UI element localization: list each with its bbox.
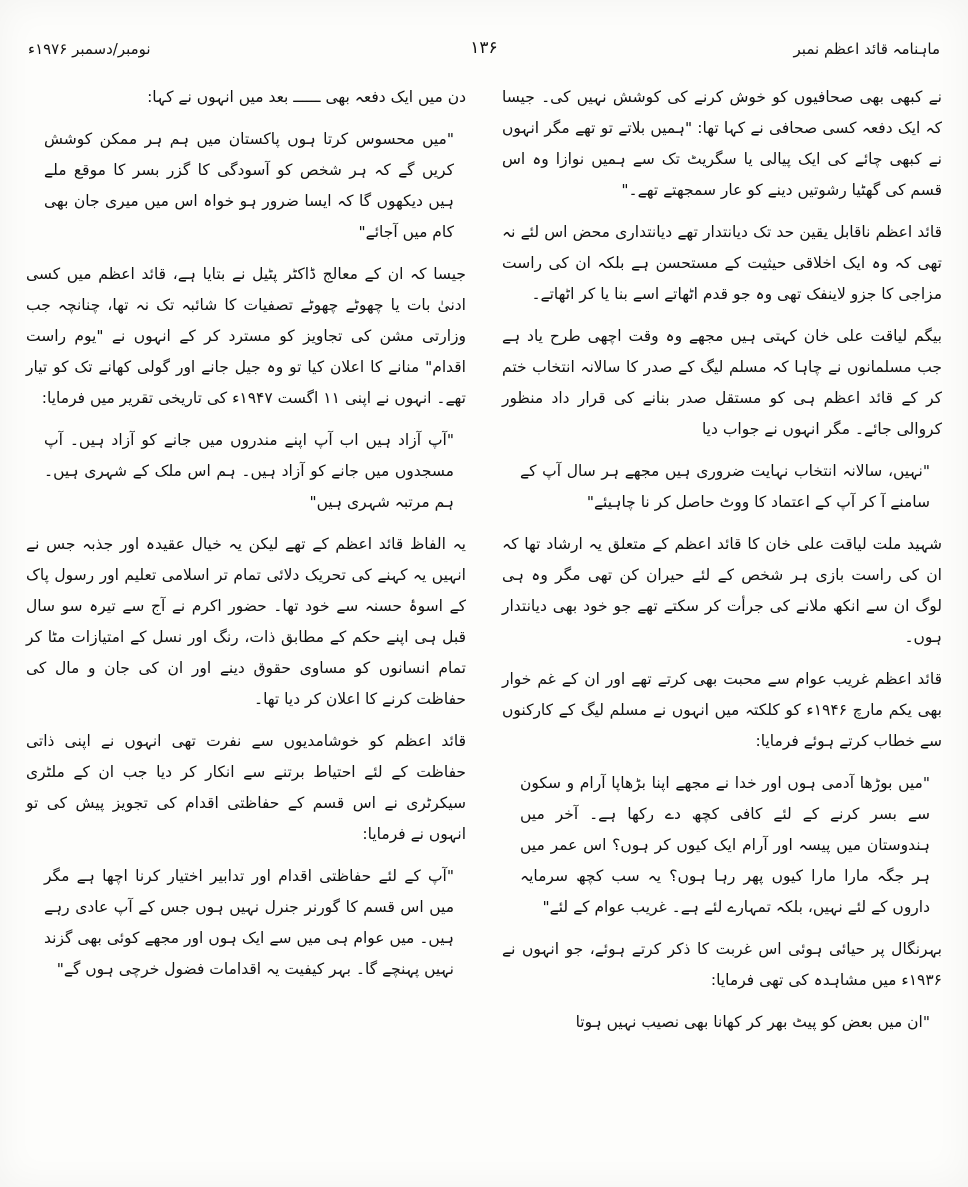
- paragraph: شہید ملت لیاقت علی خان کا قائد اعظم کے متعلق یہ ارشاد تھا کہ ان کی راست بازی ہر شخص کے لئے حیران کن تھی مگر وہ ہی لوگ ان سے انکھ ملانے کی جرأت کر سکتے تھے جو خود بھی دیانتدار ہوں۔: [502, 535, 942, 646]
- paragraph: نے کبھی بھی صحافیوں کو خوش کرنے کی کوشش نہیں کی۔ جیسا کہ ایک دفعہ کسی صحافی نے کہا تھا: "ہمیں بلاتے تو تھے مگر انہوں نے کبھی چائے کی ایک پیالی یا سگریٹ تک سے ہمیں نوازا وہ اس قسم کی گھٹیا رشوتیں دینے کو عار سمجھتے تھے۔": [502, 88, 942, 199]
- paragraph: بیگم لیاقت علی خان کہتی ہیں مجھے وہ وقت اچھی طرح یاد ہے جب مسلمانوں نے چاہا کہ مسلم لیگ کے صدر کا سالانہ انتخاب ختم کر کے قائد اعظم ہی کو مستقل صدر بنانے کی قرار داد منظور کروالی جائے۔ مگر انہوں نے جواب دیا: [502, 327, 942, 438]
- quote-paragraph: "میں بوڑھا آدمی ہوں اور خدا نے مجھے اپنا بڑھاپا آرام و سکون سے بسر کرنے کے لئے کافی کچھ دے رکھا ہے۔ آخر میں ہندوستان میں پیسہ اور آرام ایک کیوں کر ہوں؟ اس عمر میں ہر جگہ مارا مارا کیوں پھر رہا ہوں؟ یہ سب کچھ سرمایہ داروں کے لئے نہیں، بلکہ تمہارے لئے ہے۔ غریب عوام کے لئے": [520, 774, 930, 916]
- header-left-issue: نومبر/دسمبر ۱۹۷۶ء: [28, 40, 151, 58]
- quote-paragraph: "آپ کے لئے حفاظتی اقدام اور تدابیر اختیار کرنا اچھا ہے مگر میں اس قسم کا گورنر جنرل نہیں ہوں جس کے آپ عادی رہے ہیں۔ میں عوام ہی میں سے ایک ہوں اور مجھے کوئی بھی گزند نہیں پہنچے گا۔ بہر کیفیت یہ اقدامات فضول خرچی ہوں گے": [44, 867, 454, 978]
- page-body: [26, 82, 942, 1162]
- paragraph: قائد اعظم ناقابل یقین حد تک دیانتدار تھے دیانتداری محض اس لئے نہ تھی کہ وہ ایک اخلاقی حیثیت کے مستحسن ہے بلکہ ان کی راست مزاجی کا جزو لاینفک تھی وہ جو قدم اٹھاتے اسے بنا یا کر اٹھاتے۔: [502, 223, 942, 303]
- paragraph: یہ الفاظ قائد اعظم کے تھے لیکن یہ خیال عقیدہ اور جذبہ جس نے انہیں یہ کہنے کی تحریک دلائی تمام تر اسلامی تعلیم اور رسول پاک کے اسوۂ حسنہ سے خود تھا۔ حضور اکرم نے آج سے تیرہ سو سال قبل ہی اپنے حکم کے مطابق ذات، رنگ اور نسل کے امتیازات مٹا کر تمام انسانوں کو مساوی حقوق دینے اور ان کی جان و مال کی حفاظت کرنے کا اعلان کر دیا تھا۔: [26, 535, 466, 708]
- paragraph: قائد اعظم کو خوشامدیوں سے نفرت تھی انہوں نے اپنی ذاتی حفاظت کے لئے احتیاط برتنے سے انکار کر دیا جب ان کے ملٹری سیکرٹری نے اس قسم کے حفاظتی اقدام کی تجویز پیش کی تو انہوں نے فرمایا:: [26, 732, 466, 843]
- page-header: [28, 38, 940, 68]
- quote-paragraph: "آپ آزاد ہیں اب آپ اپنے مندروں میں جانے کو آزاد ہیں۔ آپ مسجدوں میں جانے کو آزاد ہیں۔ ہم اس ملک کے شہری ہیں۔ ہم مرتبہ شہری ہیں": [44, 431, 454, 511]
- paragraph: قائد اعظم غریب عوام سے محبت بھی کرتے تھے اور ان کے غم خوار بھی یکم مارچ ۱۹۴۶ء کو کلکتہ میں انہوں نے مسلم لیگ کے کارکنوں سے خطاب کرتے ہوئے فرمایا:: [502, 670, 942, 750]
- paragraph: دن میں ایک دفعہ بھی ــــــ بعد میں انہوں نے کہا:: [147, 88, 466, 106]
- quote-paragraph: "میں محسوس کرتا ہوں پاکستان میں ہم ہر ممکن کوشش کریں گے کہ ہر شخص کو آسودگی کا گزر بسر کا موقع ملے ہیں دیکھوں گا کہ ایسا ضرور ہو خواہ اس میں میری جان بھی کام میں آجائے": [44, 130, 454, 241]
- column-left: [26, 82, 466, 1162]
- column-right: [502, 82, 942, 1162]
- page-number: ۱۳۶: [470, 38, 498, 58]
- quote-paragraph: "نہیں، سالانہ انتخاب نہایت ضروری ہیں مجھے ہر سال آپ کے سامنے آ کر آپ کے اعتماد کا ووٹ حاصل کر نا چاہیئے": [520, 462, 930, 511]
- paragraph: جیسا کہ ان کے معالج ڈاکٹر پٹیل نے بتایا ہے، قائد اعظم میں کسی ادنیٰ بات یا چھوٹے چھوٹے تصفیات کا شائبہ تک نہ تھا، چنانچہ جب وزارتی مشن کی تجاویز کو مسترد کر کے انہوں نے "یوم راست اقدام" منانے کا اعلان کیا تو وہ جیل جانے اور گولی کھانے تک کو تیار تھے۔ انہوں نے اپنی ۱۱ اگست ۱۹۴۷ء کی تاریخی تقریر میں فرمایا:: [26, 265, 466, 407]
- paragraph: بہرنگال پر حیائی ہوئی اس غربت کا ذکر کرتے ہوئے، جو انہوں نے ۱۹۳۶ء میں مشاہدہ کی تھی فرمایا:: [502, 940, 942, 989]
- quote-paragraph: "ان میں بعض کو پیٹ بھر کر کھانا بھی نصیب نہیں ہوتا: [575, 1013, 930, 1031]
- header-right-title: ماہنامہ قائد اعظم نمبر: [793, 40, 940, 58]
